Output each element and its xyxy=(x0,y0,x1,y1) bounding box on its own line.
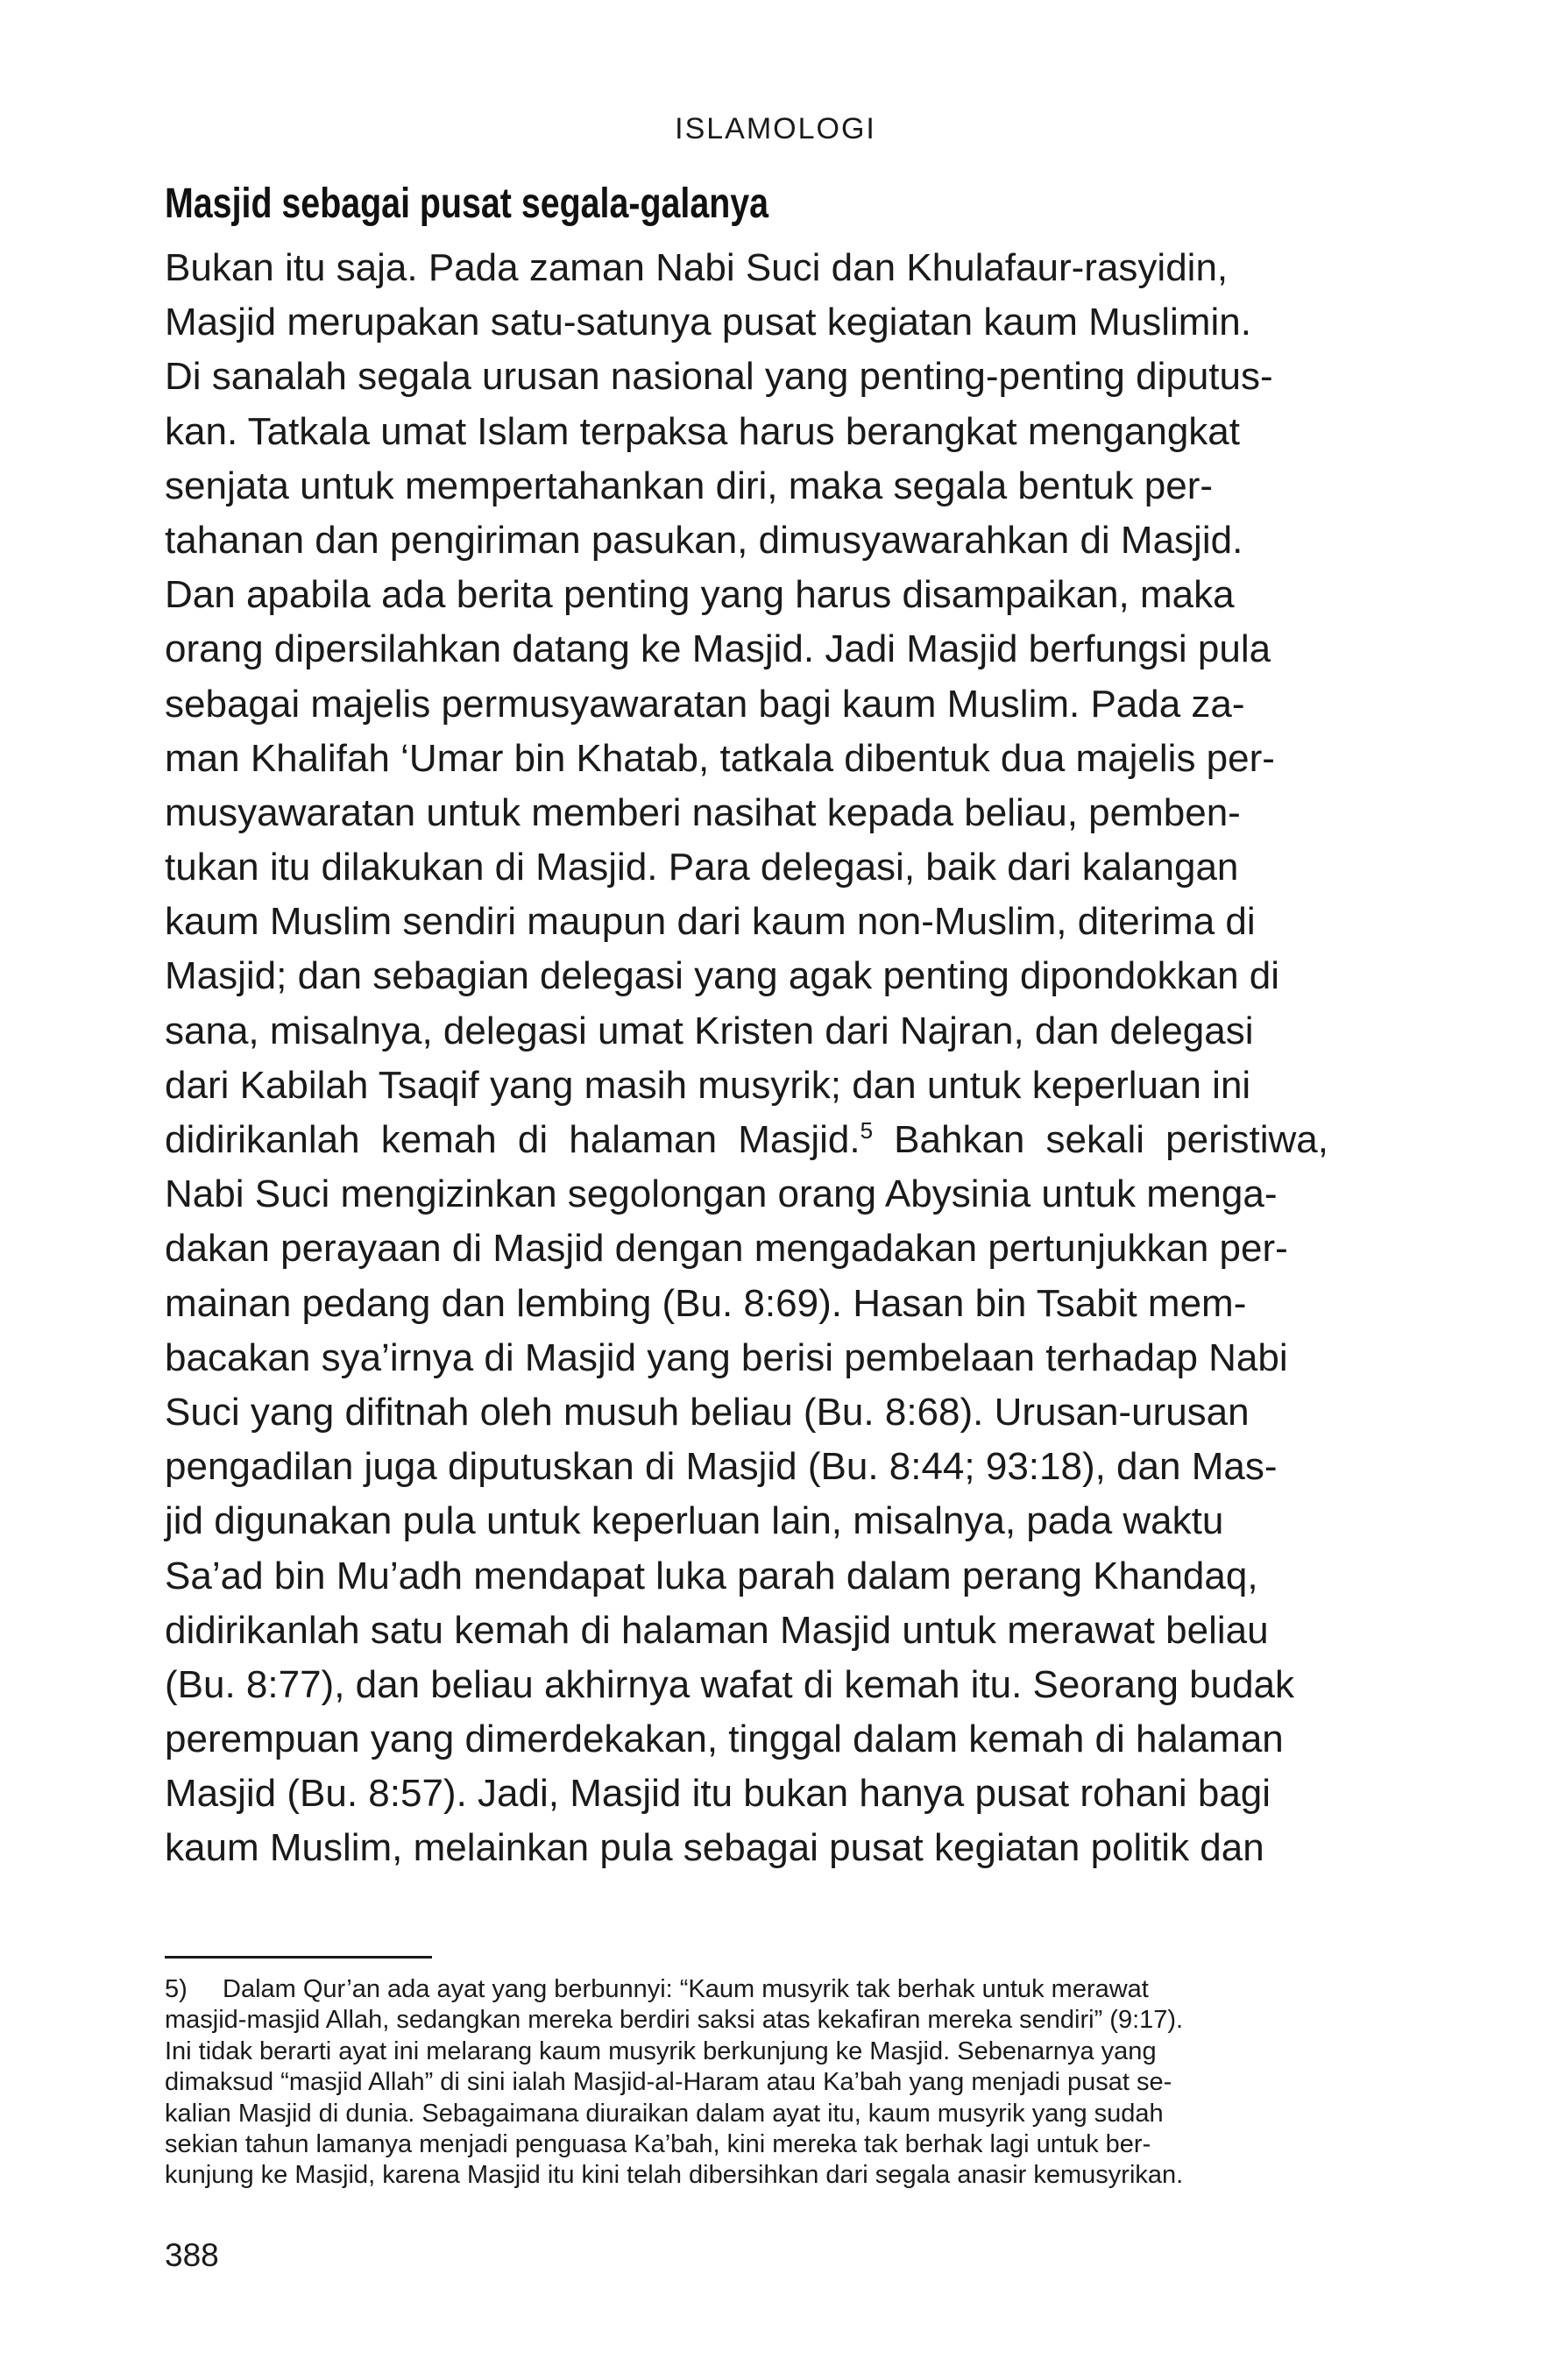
body-line: Bukan itu saja. Pada zaman Nabi Suci dan Khulafaur-rasyidin, xyxy=(165,246,1229,289)
body-line: perempuan yang dimerdekakan, tinggal dalam kemah di halaman xyxy=(165,1718,1284,1761)
page-number: 388 xyxy=(165,2237,219,2273)
body-line: sana, misalnya, delegasi umat Kristen dari Najran, dan delegasi xyxy=(165,1009,1254,1052)
body-line: didirikanlah satu kemah di halaman Masjid untuk merawat beliau xyxy=(165,1608,1269,1652)
body-paragraph xyxy=(165,241,1328,1876)
section-heading: Masjid sebagai pusat segala-galanya xyxy=(165,181,769,227)
body-line-part: Bahkan sekali peristiwa, xyxy=(873,1118,1328,1161)
body-line: Masjid; dan sebagian delegasi yang agak penting dipondokkan di xyxy=(165,954,1280,998)
body-line: Sa’ad bin Mu’adh mendapat luka parah dalam perang Khandaq, xyxy=(165,1554,1258,1597)
body-line: pengadilan juga diputuskan di Masjid (Bu. 8:44; 93:18), dan Mas- xyxy=(165,1445,1278,1489)
body-line: jid digunakan pula untuk keperluan lain, misalnya, pada waktu xyxy=(165,1499,1224,1543)
footnote-line xyxy=(165,1974,1328,2005)
footnote-reference[interactable]: 5 xyxy=(860,1117,874,1144)
body-line: Di sanalah segala urusan nasional yang penting-penting diputus- xyxy=(165,355,1273,399)
body-line: mainan pedang dan lembing (Bu. 8:69). Hasan bin Tsabit mem- xyxy=(165,1281,1247,1325)
footnote-number: 5) xyxy=(165,1975,188,2003)
body-line: orang dipersilahkan datang ke Masjid. Jadi Masjid berfungsi pula xyxy=(165,627,1271,671)
body-line: musyawaratan untuk memberi nasihat kepada beliau, pemben- xyxy=(165,790,1241,834)
body-line: Nabi Suci mengizinkan segolongan orang Abysinia untuk menga- xyxy=(165,1172,1278,1216)
body-line-part: didirikanlah kemah di halaman Masjid. xyxy=(165,1118,860,1161)
body-line: tukan itu dilakukan di Masjid. Para delegasi, baik dari kalangan xyxy=(165,846,1239,889)
body-line: sebagai majelis permusyawaratan bagi kaum Muslim. Pada za- xyxy=(165,682,1245,726)
body-line-with-footnote-ref xyxy=(165,1113,1328,1167)
body-line: senjata untuk mempertahankan diri, maka segala bentuk per- xyxy=(165,464,1214,507)
footnote xyxy=(165,1974,1328,2192)
body-line: kaum Muslim, melainkan pula sebagai pusat kegiatan politik dan xyxy=(165,1826,1264,1870)
body-line: dakan perayaan di Masjid dengan mengadakan pertunjukkan per- xyxy=(165,1227,1288,1271)
body-line: kan. Tatkala umat Islam terpaksa harus berangkat mengangkat xyxy=(165,409,1240,453)
body-line: tahanan dan pengiriman pasukan, dimusyawarahkan di Masjid. xyxy=(165,518,1243,562)
body-line: Masjid merupakan satu-satunya pusat kegiatan kaum Muslimin. xyxy=(165,301,1251,344)
body-line: bacakan sya’irnya di Masjid yang berisi pembelaan terhadap Nabi xyxy=(165,1335,1288,1379)
body-line: dari Kabilah Tsaqif yang masih musyrik; dan untuk keperluan ini xyxy=(165,1063,1251,1107)
running-head: ISLAMOLOGI xyxy=(675,112,876,145)
body-line: Masjid (Bu. 8:57). Jadi, Masjid itu bukan hanya pusat rohani bagi xyxy=(165,1772,1271,1816)
body-line: Dan apabila ada berita penting yang harus disampaikan, maka xyxy=(165,573,1235,617)
footnote-line: masjid-masjid Allah, sedangkan mereka berdiri saksi atas kekafiran mereka sendiri” (9:17). xyxy=(165,2006,1184,2035)
body-line: man Khalifah ‘Umar bin Khatab, tatkala dibentuk dua majelis per- xyxy=(165,736,1275,780)
body-line: Suci yang difitnah oleh musuh beliau (Bu. 8:68). Urusan-urusan xyxy=(165,1390,1250,1434)
footnote-divider xyxy=(165,1956,432,1959)
footnote-line-text: Dalam Qur’an ada ayat yang berbunnyi: “Kaum musyrik tak berhak untuk merawat xyxy=(223,1975,1149,2003)
body-line: kaum Muslim sendiri maupun dari kaum non-Muslim, diterima di xyxy=(165,900,1256,944)
footnote-line: kunjung ke Masjid, karena Masjid itu kini telah dibersihkan dari segala anasir kemusyrikan. xyxy=(165,2161,1184,2190)
footnote-line: Ini tidak berarti ayat ini melarang kaum musyrik berkunjung ke Masjid. Sebenarnya yang xyxy=(165,2036,1157,2065)
footnote-line: dimaksud “masjid Allah” di sini ialah Masjid-al-Haram atau Ka’bah yang menjadi pusat se- xyxy=(165,2068,1172,2097)
footnote-line: sekian tahun lamanya menjadi penguasa Ka’bah, kini mereka tak berhak lagi untuk ber- xyxy=(165,2129,1151,2158)
body-line: (Bu. 8:77), dan beliau akhirnya wafat di kemah itu. Seorang budak xyxy=(165,1662,1295,1706)
footnote-line: kalian Masjid di dunia. Sebagaimana diuraikan dalam ayat itu, kaum musyrik yang sudah xyxy=(165,2099,1164,2128)
